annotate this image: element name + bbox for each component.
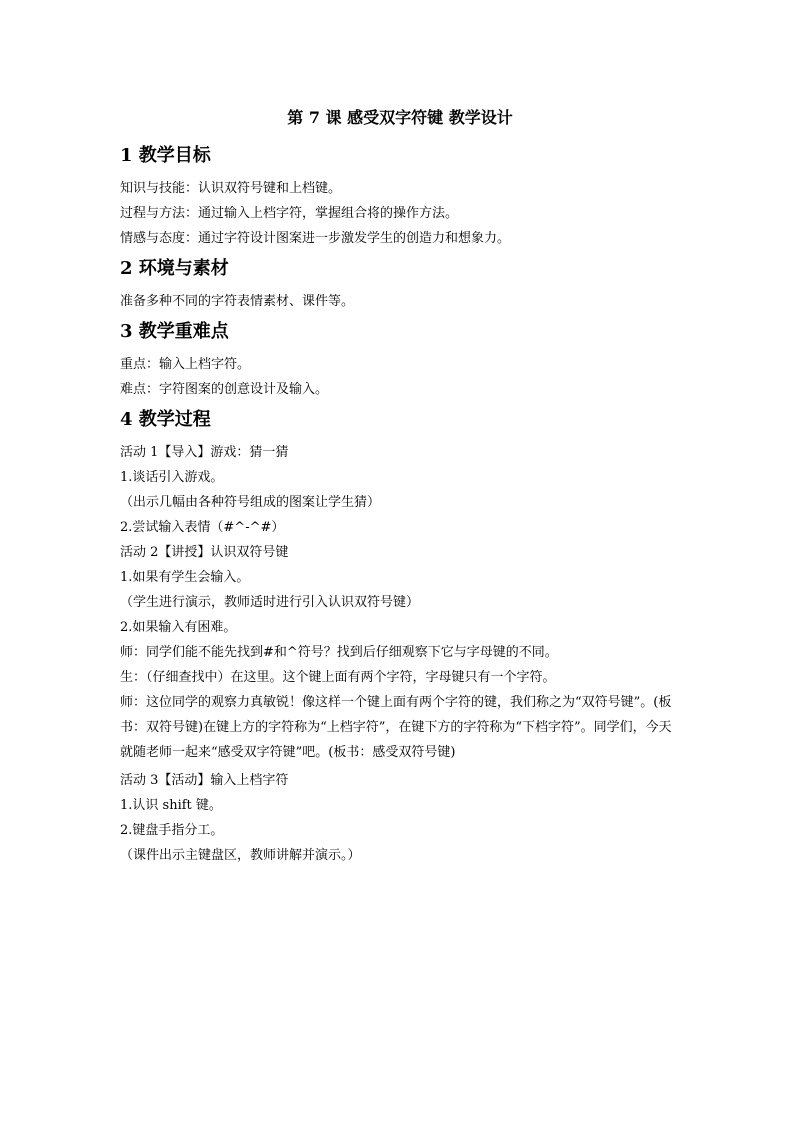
- paragraph: 难点：字符图案的创意设计及输入。: [120, 382, 329, 397]
- document-page: [120, 100, 680, 865]
- paragraph: 活动 1【导入】游戏：猜一猜: [120, 445, 289, 460]
- section-heading-objectives: 1 教学目标: [120, 145, 211, 166]
- paragraph: 2.键盘手指分工。: [120, 823, 224, 838]
- paragraph: 活动 3【活动】输入上档字符: [120, 773, 289, 788]
- paragraph: 2.尝试输入表情（#^-^#）: [120, 520, 285, 535]
- paragraph: 过程与方法：通过输入上档字符，掌握组合将的操作方法。: [120, 206, 459, 221]
- section-heading-environment: 2 环境与素材: [120, 258, 229, 279]
- paragraph: （出示几幅由各种符号组成的图案让学生猜）: [120, 495, 381, 510]
- paragraph: 2.如果输入有困难。: [120, 620, 237, 635]
- paragraph: （课件出示主键盘区，教师讲解并演示。）: [120, 848, 361, 863]
- paragraph: 1.如果有学生会输入。: [120, 570, 250, 585]
- paragraph: 1.谈话引入游戏。: [120, 470, 224, 485]
- paragraph: 准备多种不同的字符表情素材、课件等。: [120, 294, 355, 309]
- paragraph: 情感与态度：通过字符设计图案进一步激发学生的创造力和想象力。: [120, 231, 511, 246]
- paragraph: 重点：输入上档字符。: [120, 357, 251, 372]
- paragraph: 师：这位同学的观察力真敏锐！像这样一个键上面有两个字符的键，我们称之为“双符号键”。(板书：双符号键)在键上方的字符称为“上档字符”，在键下方的字符称为“下档字符”。同学们，今天就随老师一起来“感受双字符键”吧。(板书：感受双符号键): [120, 695, 672, 760]
- paragraph: 活动 2【讲授】认识双符号键: [120, 545, 289, 560]
- section-heading-key-points: 3 教学重难点: [120, 321, 229, 342]
- section-heading-process: 4 教学过程: [120, 409, 211, 430]
- document-title: 第 7 课 感受双字符键 教学设计: [287, 108, 513, 127]
- paragraph: 知识与技能：认识双符号键和上档键。: [120, 181, 342, 196]
- paragraph: （学生进行演示，教师适时进行引入认识双符号键）: [120, 595, 420, 610]
- paragraph: 生：（仔细查找中）在这里。这个键上面有两个字符，字母键只有一个字符。: [120, 670, 556, 685]
- paragraph: 1.认识 shift 键。: [120, 798, 222, 813]
- paragraph: 师：同学们能不能先找到#和^符号？找到后仔细观察下它与字母键的不同。: [120, 645, 558, 660]
